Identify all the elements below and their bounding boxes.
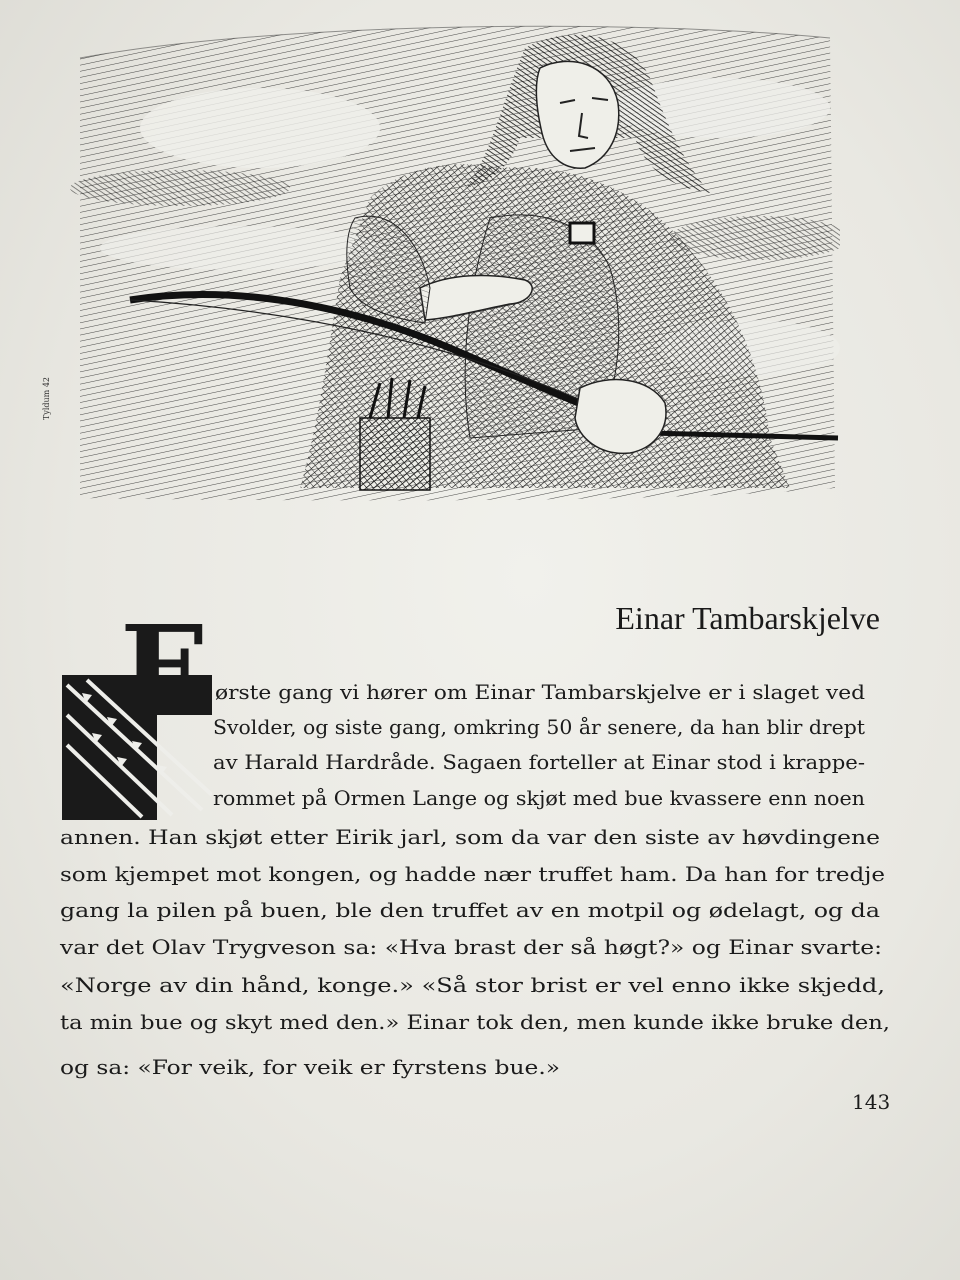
body-text-line: annen. Han skjøt etter Eirik jarl, som da var den siste av høvdingene: [60, 825, 880, 849]
body-text-line: rommet på Ormen Lange og skjøt med bue kvassere enn noen: [213, 786, 865, 810]
body-text-line: ørste gang vi hører om Einar Tambarskjelve er i slaget ved: [215, 680, 865, 704]
archer-illustration: [70, 18, 840, 502]
body-text-line: «Norge av din hånd, konge.» «Så stor brist er vel enno ikke skjedd,: [60, 973, 885, 997]
body-text-line: av Harald Hardråde. Sagaen forteller at Einar stod i krappe-: [213, 750, 865, 774]
body-text-line: som kjempet mot kongen, og hadde nær truffet ham. Da han for tredje: [60, 862, 886, 886]
body-text-line: var det Olav Trygveson sa: «Hva brast der så høgt?» og Einar svarte:: [60, 935, 882, 959]
archer-engraving: [70, 18, 840, 502]
body-text-line: Svolder, og siste gang, omkring 50 år senere, da han blir drept: [213, 715, 865, 739]
page-number: 143: [852, 1090, 891, 1114]
drop-cap-initial: F: [120, 599, 204, 738]
body-text-line: og sa: «For veik, for veik er fyrstens bue.»: [60, 1055, 560, 1079]
chapter-title: Einar Tambarskjelve: [615, 600, 880, 636]
body-text-line: ta min bue og skyt med den.» Einar tok den, men kunde ikke bruke den,: [60, 1010, 890, 1034]
body-text-line: gang la pilen på buen, ble den truffet av en motpil og ødelagt, og da: [60, 898, 880, 922]
illustrator-signature: Tyldum 42: [42, 377, 51, 420]
